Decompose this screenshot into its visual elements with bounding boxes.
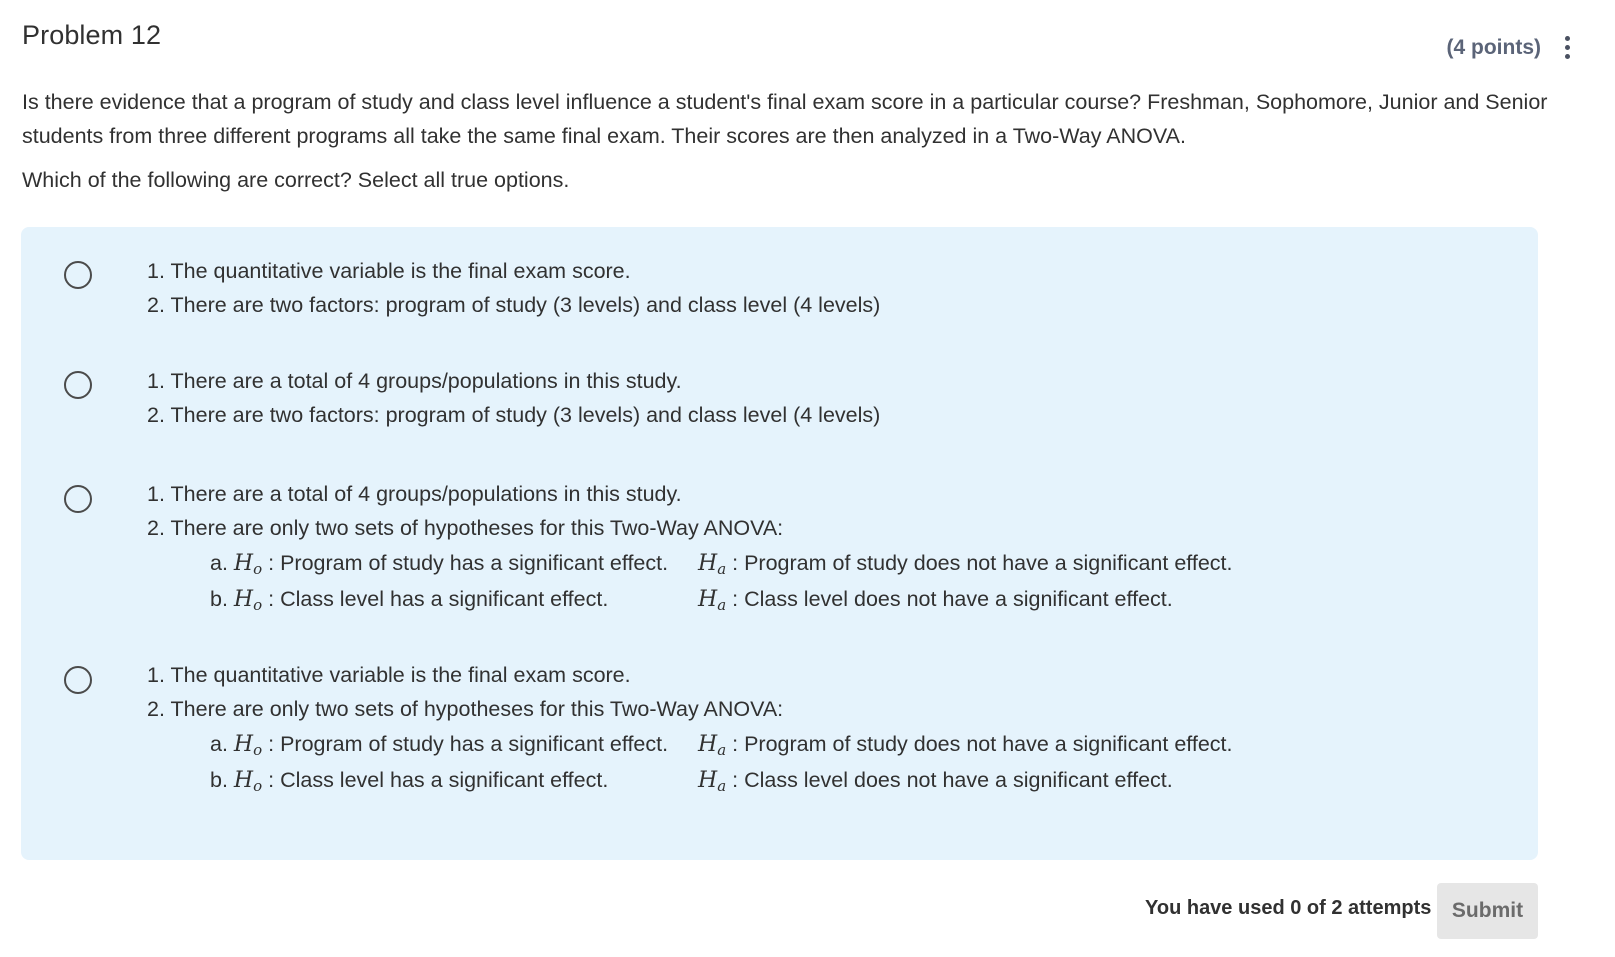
alt-hypothesis-text: : Program of study does not have a significant effect. [732, 732, 1233, 756]
option-3[interactable] [21, 475, 1538, 645]
option-line: 2. There are only two sets of hypotheses for this Two-Way ANOVA: [147, 697, 784, 721]
submit-button[interactable]: Submit [1437, 883, 1538, 939]
option-line: 1. There are a total of 4 groups/populations in this study. [147, 482, 682, 506]
alt-hypothesis-text: : Program of study does not have a significant effect. [732, 551, 1233, 575]
hypothesis-label: a. [210, 551, 228, 575]
hypothesis-label: b. [210, 587, 228, 611]
option-line: 2. There are two factors: program of study (3 levels) and class level (4 levels) [147, 293, 881, 317]
option-1[interactable] [21, 249, 1538, 345]
option-4[interactable] [21, 655, 1538, 825]
alt-hypothesis-symbol: $H_a$ [698, 551, 727, 578]
alt-hypothesis-symbol: $H_a$ [698, 732, 727, 759]
null-hypothesis-symbol: $H_o$ [233, 732, 263, 759]
alt-hypothesis-symbol: $H_a$ [698, 768, 727, 795]
hypothesis-label: b. [210, 768, 228, 792]
hypothesis-b [147, 581, 1528, 617]
hypothesis-b [147, 762, 1528, 798]
radio-button[interactable] [64, 261, 92, 289]
hypothesis-a [147, 726, 1528, 762]
null-hypothesis-symbol: $H_o$ [233, 587, 263, 614]
radio-button[interactable] [64, 666, 92, 694]
option-text [147, 477, 1528, 617]
alt-hypothesis-text: : Class level does not have a significant effect. [732, 587, 1173, 611]
radio-button[interactable] [64, 485, 92, 513]
menu-dot [1565, 45, 1570, 50]
option-2[interactable] [21, 361, 1538, 457]
hypothesis-label: a. [210, 732, 228, 756]
null-hypothesis-symbol: $H_o$ [233, 551, 263, 578]
null-hypothesis-text: : Program of study has a significant effect. [268, 732, 669, 756]
option-line: 1. There are a total of 4 groups/populations in this study. [147, 369, 682, 393]
problem-title: Problem 12 [22, 20, 162, 50]
problem-header [22, 18, 1595, 62]
null-hypothesis-text: : Program of study has a significant effect. [268, 551, 669, 575]
null-hypothesis-text: : Class level has a significant effect. [268, 768, 609, 792]
option-line: 1. The quantitative variable is the final exam score. [147, 259, 631, 283]
radio-button[interactable] [64, 371, 92, 399]
kebab-menu-icon[interactable] [1557, 36, 1577, 64]
option-line: 1. The quantitative variable is the final exam score. [147, 663, 631, 687]
option-text [147, 364, 1528, 432]
menu-dot [1565, 54, 1570, 59]
menu-dot [1565, 36, 1570, 41]
alt-hypothesis-symbol: $H_a$ [698, 587, 727, 614]
null-hypothesis-text: : Class level has a significant effect. [268, 587, 609, 611]
alt-hypothesis-text: : Class level does not have a significant effect. [732, 768, 1173, 792]
option-line: 2. There are only two sets of hypotheses for this Two-Way ANOVA: [147, 516, 784, 540]
option-text [147, 254, 1528, 322]
null-hypothesis-symbol: $H_o$ [233, 768, 263, 795]
attempts-counter: You have used 0 of 2 attempts [1145, 897, 1432, 919]
points-label: (4 points) [1446, 36, 1541, 59]
answer-options [21, 227, 1538, 860]
problem-description: Is there evidence that a program of study and class level influence a student's final exam score in a particular course? Freshman, Sophomore, Junior and Senior students from three different programs all take the same final exam. Their scores are then analyzed in a Two-Way ANOVA. [22, 90, 1548, 148]
problem-prompt: Which of the following are correct? Select all true options. [22, 168, 570, 192]
option-text [147, 658, 1528, 798]
option-line: 2. There are two factors: program of study (3 levels) and class level (4 levels) [147, 403, 881, 427]
hypothesis-a [147, 545, 1528, 581]
